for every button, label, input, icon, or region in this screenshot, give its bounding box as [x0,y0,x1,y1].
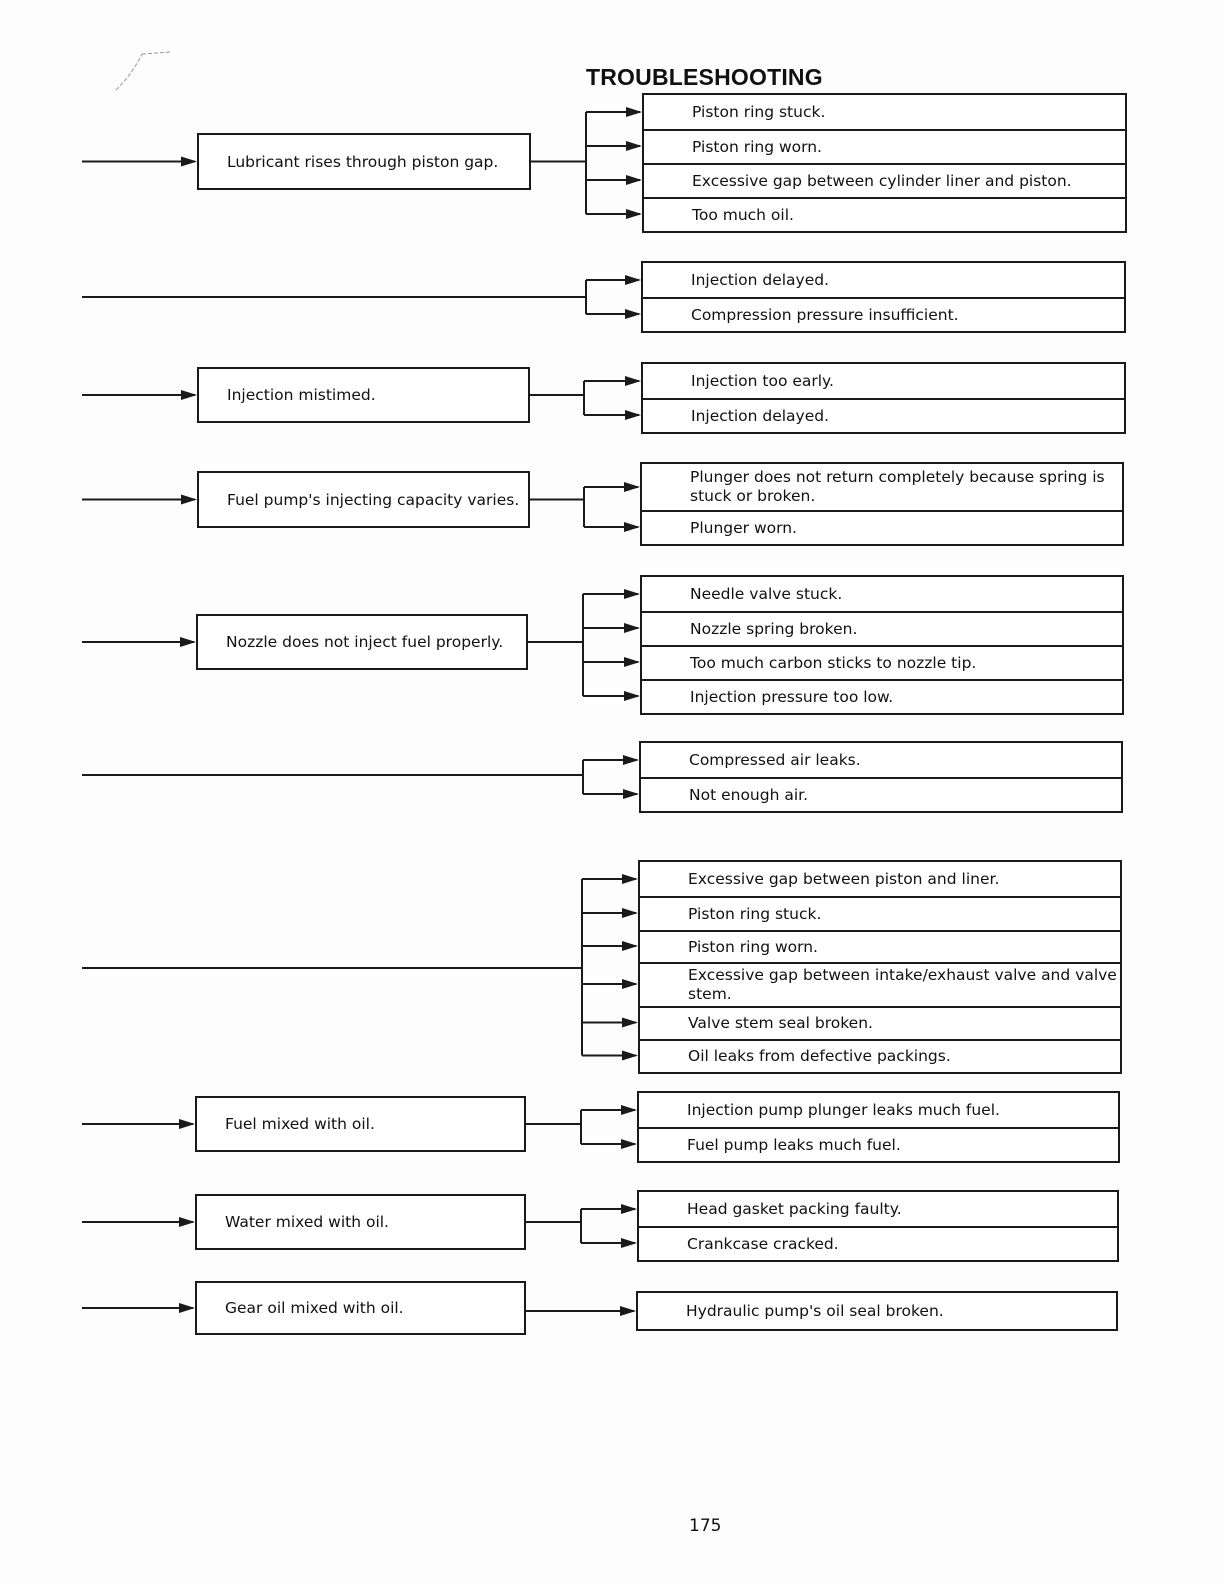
result-arrow [622,1018,638,1028]
result-arrow [623,755,639,765]
result-item: Piston ring worn. [640,930,1120,962]
page-title: TROUBLESHOOTING [586,64,823,90]
result-arrow [626,209,642,219]
result-item: Injection pressure too low. [642,679,1122,713]
result-item: Compression pressure insufficient. [643,297,1124,331]
result-item: Injection too early. [691,371,834,390]
result-item: Crankcase cracked. [639,1226,1117,1260]
result-item: Piston ring worn. [644,129,1125,163]
result-item: Plunger does not return completely because spring is stuck or broken. [690,468,1105,505]
result-group [641,362,1126,434]
result-arrow [621,1139,637,1149]
result-item: Oil leaks from defective packings. [640,1039,1120,1072]
result-item: Not enough air. [641,777,1121,811]
input-arrow [179,1303,195,1313]
result-arrow [622,1051,638,1061]
result-arrow [626,141,642,151]
result-item: Fuel pump leaks much fuel. [639,1127,1118,1161]
result-item: Plunger worn. [642,510,1122,544]
result-arrow [624,522,640,532]
input-arrow [179,1119,195,1129]
cause-box: Injection mistimed. [197,367,530,423]
result-arrow [624,589,640,599]
result-item: Injection delayed. [691,270,830,289]
cause-box: Gear oil mixed with oil. [195,1281,526,1335]
result-item: Excessive gap between intake/exhaust valve and valve stem. [640,962,1120,1006]
result-arrow [622,874,638,884]
pen-mark-decoration [112,44,176,94]
result-arrow [622,941,638,951]
input-arrow [181,495,197,505]
result-item: Nozzle spring broken. [642,611,1122,645]
result-item: Too much oil. [644,197,1125,231]
cause-box: Water mixed with oil. [195,1194,526,1250]
result-item: Excessive gap between cylinder liner and piston. [644,163,1125,197]
result-group [638,860,1122,1074]
result-group [642,93,1127,233]
result-group [641,261,1126,333]
cause-box: Fuel mixed with oil. [195,1096,526,1152]
result-arrow [621,1204,637,1214]
result-arrow [622,979,638,989]
cause-box: Lubricant rises through piston gap. [197,133,531,190]
result-item: Piston ring stuck. [692,102,826,121]
result-group [637,1091,1120,1163]
page-number: 175 [689,1516,722,1536]
result-arrow [625,309,641,319]
result-group [639,741,1123,813]
result-arrow [625,376,641,386]
result-arrow [626,175,642,185]
result-item: Piston ring stuck. [640,896,1120,930]
cause-box: Nozzle does not inject fuel properly. [196,614,528,670]
result-item: Hydraulic pump's oil seal broken. [686,1301,944,1320]
result-item: Excessive gap between piston and liner. [688,869,1000,888]
input-arrow [181,390,197,400]
result-group [636,1291,1118,1331]
result-arrow [625,410,641,420]
result-arrow [624,691,640,701]
result-group [637,1190,1119,1262]
input-arrow [180,637,196,647]
result-arrow [626,107,642,117]
result-item: Injection pump plunger leaks much fuel. [687,1100,1000,1119]
cause-box: Fuel pump's injecting capacity varies. [197,471,530,528]
result-item: Head gasket packing faulty. [687,1199,902,1218]
result-arrow [624,657,640,667]
result-arrow [621,1105,637,1115]
result-arrow [622,908,638,918]
result-group [640,575,1124,715]
result-item: Compressed air leaks. [689,750,861,769]
result-arrow [623,789,639,799]
input-arrow [181,157,197,167]
result-group [640,462,1124,546]
result-item: Valve stem seal broken. [640,1006,1120,1039]
result-item: Too much carbon sticks to nozzle tip. [642,645,1122,679]
result-arrow [625,275,641,285]
result-arrow [624,623,640,633]
result-item: Needle valve stuck. [690,584,843,603]
result-arrow [621,1238,637,1248]
result-arrow [620,1306,636,1316]
result-arrow [624,482,640,492]
input-arrow [179,1217,195,1227]
result-item: Injection delayed. [643,398,1124,432]
